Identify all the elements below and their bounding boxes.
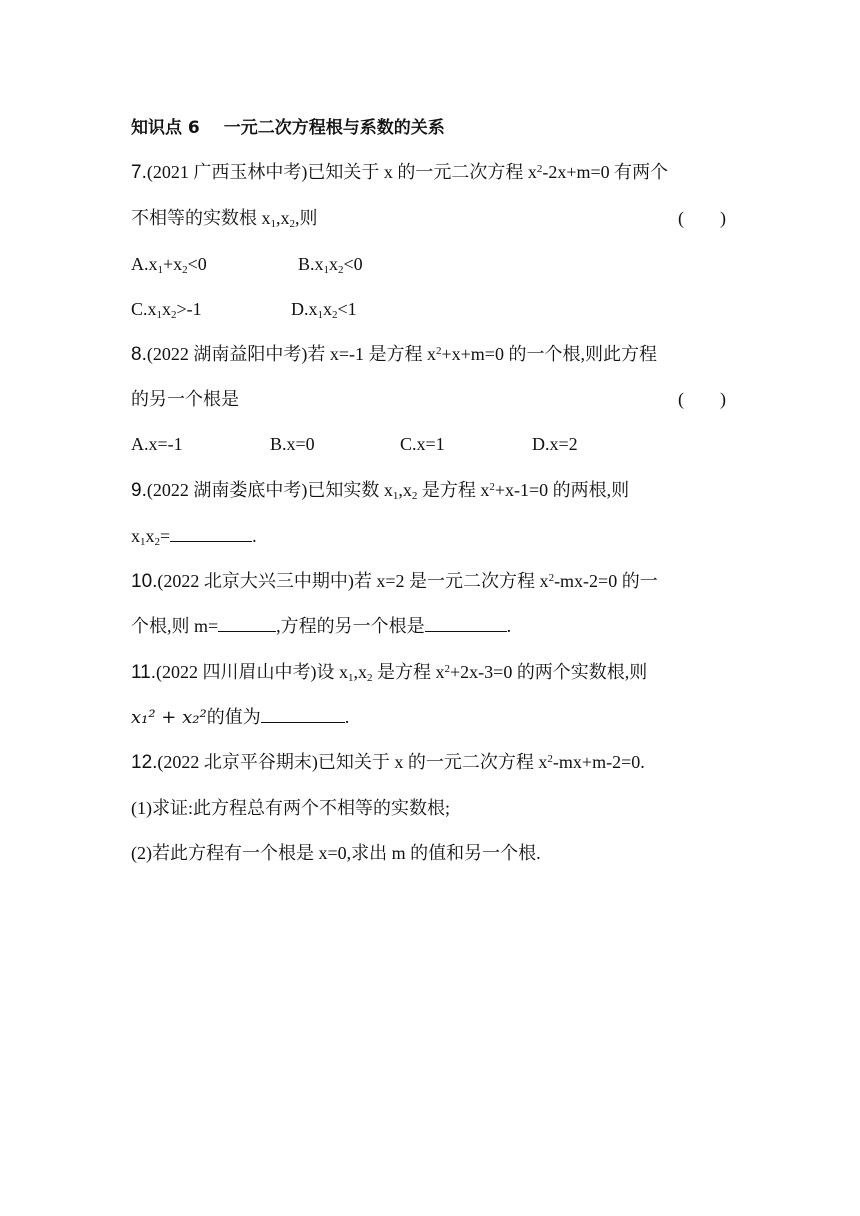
question-text: +x+m=0 的一个根,则此方程 <box>441 344 657 364</box>
answer-parentheses: ( ) <box>678 208 726 228</box>
option-c: $C.x_1x_2>-1$ <box>131 299 202 321</box>
question-12-part-1: (1)求证:此方程总有两个不相等的实数根; <box>131 798 450 818</box>
question-9-line-1: 9.(2022 湖南娄底中考)已知实数 $x_1,x_2$ 是方程 $x^2+x-1=0$ 的两根,则 <box>131 480 630 502</box>
question-11-line-2: x₁² + x₂²的值为 . <box>131 707 350 728</box>
section-label: 知识点 6 <box>131 118 200 138</box>
question-7-line-2 <box>131 206 318 230</box>
option-b: B.x=0 <box>270 434 315 454</box>
superscript: 2 <box>436 345 442 357</box>
question-text: (2021 广西玉林中考)已知关于 x 的一元二次方程 x <box>146 162 537 182</box>
superscript: 2 <box>536 163 543 175</box>
option-a: $A.x_1+x_2<0$ <box>131 254 207 276</box>
section-title: 一元二次方程根与系数的关系 <box>223 118 445 138</box>
question-number: 10. <box>131 571 158 592</box>
question-8-line-2: 的另一个根是 <box>131 389 239 409</box>
subscript: 1 <box>270 218 276 230</box>
question-text: (2022 四川眉山中考)设 x <box>156 662 349 682</box>
option-b: $B.x_1x_2<0$ <box>298 254 363 276</box>
answer-blank[interactable] <box>261 706 345 723</box>
question-12-part-2: (2)若此方程有一个根是 x=0,求出 m 的值和另一个根. <box>131 843 541 863</box>
question-number: 12. <box>131 752 158 773</box>
option-d: D.x=2 <box>532 434 578 454</box>
question-number: 11. <box>131 662 157 683</box>
question-9-line-2: $x_1x_2=$ . <box>131 526 257 548</box>
subscript: 2 <box>289 218 295 230</box>
option-d: $D.x_1x_2<1$ <box>291 299 357 321</box>
question-7-line-1 <box>131 160 668 185</box>
question-text: (2022 北京平谷期末)已知关于 x 的一元二次方程 x <box>157 752 548 772</box>
question-number: 9. <box>131 480 147 501</box>
question-10-line-1: 10.(2022 北京大兴三中期中)若 x=2 是一元二次方程 $x^2-mx-2=0$ 的一 <box>131 571 658 592</box>
option-a: A.x=-1 <box>131 434 183 454</box>
question-10-line-2: 个根,则 m= ,方程的另一个根是 . <box>131 616 512 636</box>
question-text: (2022 湖南娄底中考)已知实数 x <box>146 480 393 500</box>
question-text: -2x+m=0 有两个 <box>542 162 669 182</box>
question-text: ,则 <box>295 208 318 228</box>
question-8-line-1 <box>131 342 657 367</box>
question-12-line-1: 12.(2022 北京平谷期末)已知关于 x 的一元二次方程 $x^2-mx+m-2=0$. <box>131 752 645 773</box>
answer-blank[interactable] <box>425 615 507 632</box>
question-text: (2022 北京大兴三中期中)若 x=2 是一元二次方程 x <box>157 571 549 591</box>
section-heading <box>131 116 445 140</box>
answer-parentheses: ( ) <box>678 389 726 409</box>
question-text: ,x <box>276 208 290 228</box>
option-c: C.x=1 <box>400 434 445 454</box>
question-number: 7. <box>131 162 147 183</box>
question-text: (2022 湖南益阳中考)若 x=-1 是方程 x <box>146 344 436 364</box>
answer-blank[interactable] <box>218 615 276 632</box>
math-expression: x₁² + x₂² <box>131 707 207 728</box>
question-number: 8. <box>131 344 147 365</box>
question-11-line-1: 11.(2022 四川眉山中考)设 $x_1,x_2$ 是方程 $x^2+2x-3=0$ 的两个实数根,则 <box>131 662 648 684</box>
question-text: 不相等的实数根 x <box>131 208 271 228</box>
answer-blank[interactable] <box>170 525 252 542</box>
